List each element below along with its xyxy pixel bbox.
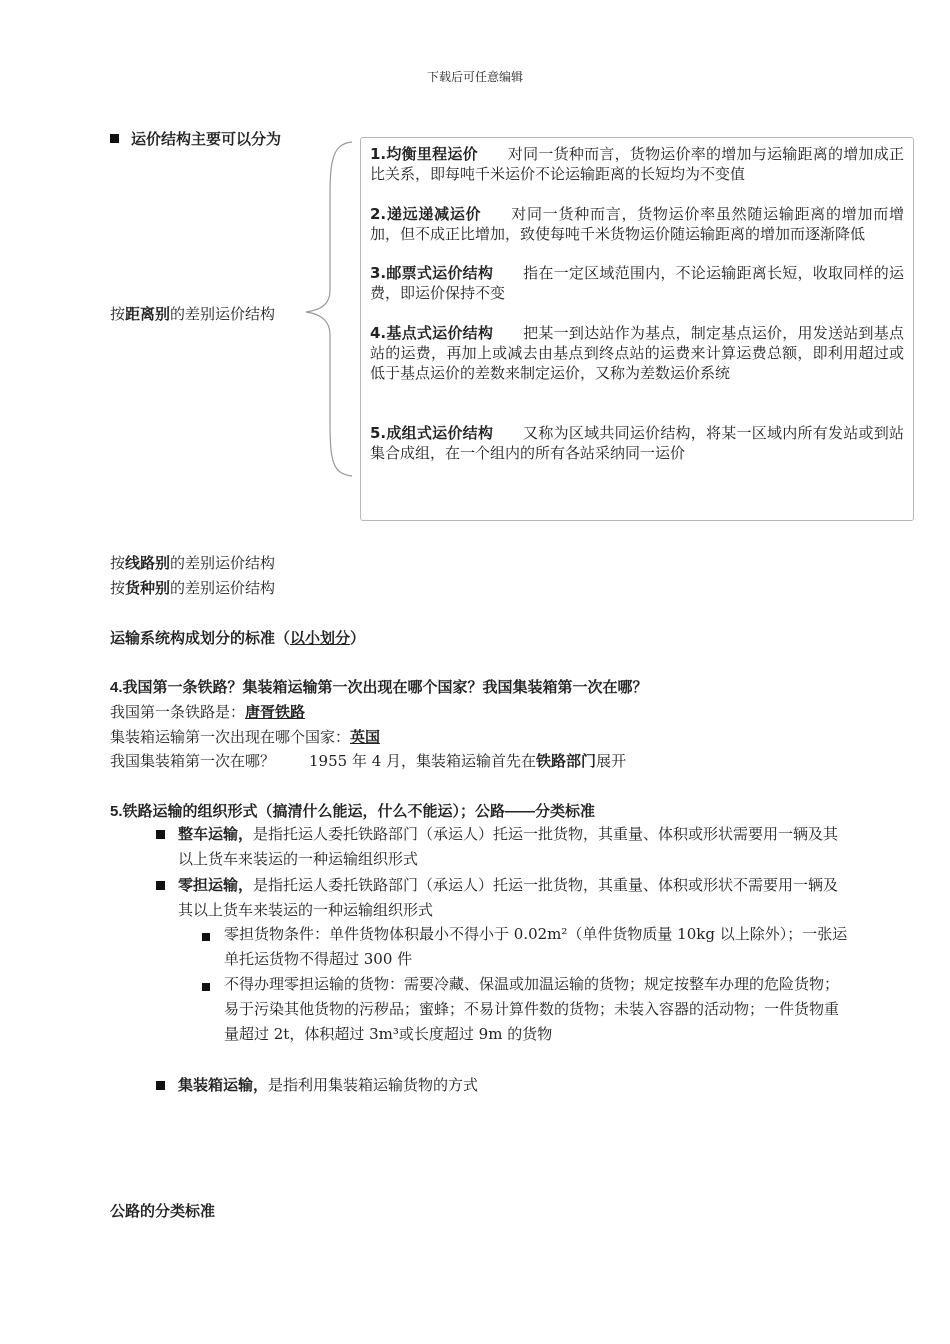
square-bullet-icon xyxy=(156,826,177,844)
by-cargo-label: 按货种别的差别运价结构 xyxy=(110,579,276,597)
q4-title: 4.我国第一条铁路？集装箱运输第一次出现在哪个国家？我国集装箱第一次在哪？ xyxy=(110,679,648,696)
ltl-cargo-conditions: 零担货物条件：单件货物体积最小不得小于 0.02m²（单件货物质量 10kg 以上除外）；一张运单托运货物不得超过 300 件 xyxy=(224,925,848,968)
container-transport: 集装箱运输，是指利用集装箱运输货物的方式 xyxy=(178,1076,479,1094)
highway-classification-heading: 公路的分类标准 xyxy=(110,1203,216,1220)
box-item-4: 4.基点式运价结构 把某一到达站作为基点，制定基点运价，用发送站到基点站的运费，再加上或减去由基点到终点站的运费来计算运费总额，即利用超过或低于基点运价的差数来制定运价，又称为差数运价系统 xyxy=(370,324,904,382)
whole-car-transport: 整车运输，是指托运人委托铁路部门（承运人）托运一批货物，其重量、体积或形状需要用一辆及其以上货车来装运的一种运输组织形式 xyxy=(178,825,839,868)
box-item-5: 5.成组式运价结构 又称为区域共同运价结构，将某一区域内所有发站或到站集合成组，在一个组内的所有各站采纳同一运价 xyxy=(370,424,904,462)
by-distance-label: 按距离别的差别运价结构 xyxy=(110,305,276,323)
by-route-label: 按线路别的差别运价结构 xyxy=(110,554,276,572)
q5-title: 5.铁路运输的组织形式（搞清什么能运，什么不能运）；公路——分类标准 xyxy=(110,803,596,820)
transport-system-heading: 运输系统构成划分的标准（以小划分） xyxy=(110,630,366,647)
box-item-1: 1.均衡里程运价 对同一货种而言，货物运价率的增加与运输距离的增加成正比关系，即每吨千米运价不论运输距离的长短均为不变值 xyxy=(370,145,904,183)
square-bullet-icon xyxy=(156,877,177,895)
square-bullet-icon xyxy=(202,928,220,946)
ltl-prohibited-cargo: 不得办理零担运输的货物：需要冷藏、保温或加温运输的货物；规定按整车办理的危险货物；易于污染其他货物的污秽品；蜜蜂；不易计算件数的货物；未装入容器的活动物；一件货物重量超过 2t，体积超过 3m³或长度超过 9m 的货物 xyxy=(224,975,840,1043)
square-bullet-icon xyxy=(110,134,119,143)
q4-answer-1: 我国第一条铁路是：唐胥铁路 xyxy=(110,703,306,721)
less-than-carload-transport: 零担运输，是指托运人委托铁路部门（承运人）托运一批货物，其重量、体积或形状不需要用一辆及其以上货车来装运的一种运输组织形式 xyxy=(178,876,839,919)
q4-answer-3: 我国集装箱第一次在哪？ 1955 年 4 月，集装箱运输首先在铁路部门展开 xyxy=(110,752,627,770)
box-item-2: 2.递远递减运价 对同一货种而言，货物运价率虽然随运输距离的增加而增加，但不成正比增加，致使每吨千米货物运价随运输距离的增加而逐渐降低 xyxy=(370,205,904,243)
box-item-3: 3.邮票式运价结构 指在一定区域范围内，不论运输距离长短，收取同样的运费，即运价保持不变 xyxy=(370,264,904,302)
square-bullet-icon xyxy=(202,978,220,996)
brace-icon xyxy=(300,140,356,480)
page-header: 下载后可任意编辑 xyxy=(426,70,523,84)
square-bullet-icon xyxy=(156,1077,177,1095)
section-title-price-structure: 运价结构主要可以分为 xyxy=(110,128,281,149)
q4-answer-2: 集装箱运输第一次出现在哪个国家：英国 xyxy=(110,728,381,746)
